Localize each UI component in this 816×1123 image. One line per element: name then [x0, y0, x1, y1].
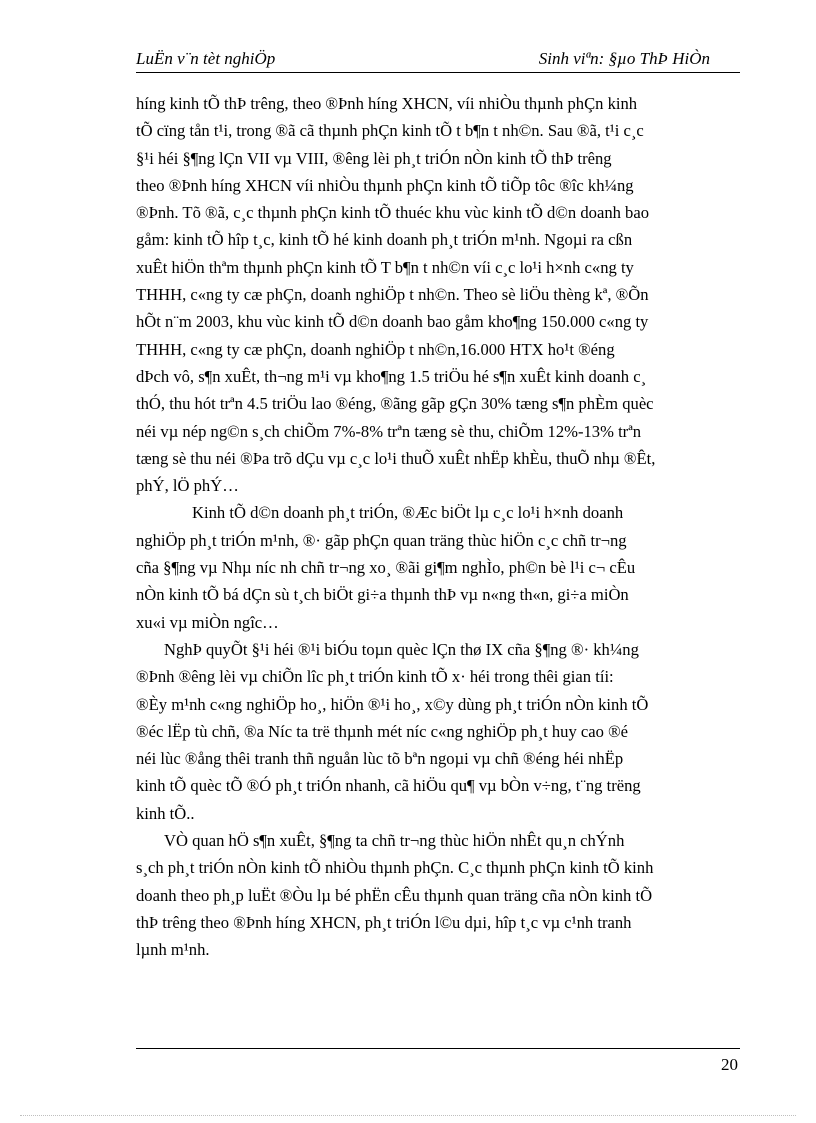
header-student-name: Sinh viªn: §µo ThÞ HiÒn — [538, 49, 710, 68]
body-text — [136, 90, 740, 964]
text-line: ®Þnh. Tõ ®ã, c¸c thµnh phÇn kinh tÕ thuéc khu vùc kinh tÕ d©n doanh bao — [136, 203, 650, 223]
text-line: s¸ch ph¸t triÓn nÒn kinh tÕ nhiÒu thµnh phÇn. C¸c thµnh phÇn kinh tÕ kinh — [136, 858, 654, 878]
text-line: néi vµ nép ng©n s¸ch chiÕm 7%-8% trªn tæng sè thu, chiÕm 12%-13% trªn — [136, 421, 642, 441]
text-line: lµnh m¹nh. — [136, 940, 210, 960]
text-line: hÕt n¨m 2003, khu vùc kinh tÕ d©n doanh bao gåm kho¶ng 150.000 c«ng ty — [136, 312, 649, 332]
text-line: §¹i héi §¶ng lÇn VII vµ VIII, ®êng lèi ph¸t triÓn nÒn kinh tÕ thÞ trêng — [136, 148, 612, 168]
text-line: kinh tÕ quèc tÕ ®Ó ph¸t triÓn nhanh, cã hiÖu qu¶ vµ bÒn v÷ng, t¨ng trëng — [136, 776, 641, 796]
paragraph — [136, 90, 740, 499]
text-line: THHH, c«ng ty cæ phÇn, doanh nghiÖp t nh©n. Theo sè liÖu thèng kª, ®Õn — [136, 285, 649, 305]
paragraph — [136, 499, 740, 635]
text-line: doanh theo ph¸p luËt ®Òu lµ bé phËn cÊu thµnh quan träng cña nÒn kinh tÕ — [136, 885, 653, 905]
text-line: nghiÖp ph¸t triÓn m¹nh, ®· gãp phÇn quan träng thùc hiÖn c¸c chñ tr¬ng — [136, 530, 627, 550]
text-line: VÒ quan hÖ s¶n xuÊt, §¶ng ta chñ tr¬ng thùc hiÖn nhÊt qu¸n chÝnh — [164, 831, 625, 851]
footer-divider — [136, 1048, 740, 1049]
page-bottom-border — [20, 1115, 796, 1116]
page-number: 20 — [721, 1055, 738, 1074]
header-divider — [136, 72, 740, 73]
text-line: nÒn kinh tÕ bá dÇn sù t¸ch biÖt gi÷a thµnh thÞ vµ n«ng th«n, gi÷a miÒn — [136, 585, 629, 605]
text-line: thÓ, thu hót trªn 4.5 triÖu lao ®éng, ®ãng gãp gÇn 30% tæng s¶n phÈm quèc — [136, 394, 654, 414]
text-line: NghÞ quyÕt §¹i héi ®¹i biÓu toµn quèc lÇn thø IX cña §¶ng ®· kh¼ng — [164, 639, 639, 659]
text-line: thÞ trêng theo ®Þnh híng XHCN, ph¸t triÓn l©u dµi, hîp t¸c vµ c¹nh tranh — [136, 912, 632, 932]
text-line: híng kinh tÕ thÞ trêng, theo ®Þnh híng XHCN, víi nhiÒu thµnh phÇn kinh — [136, 94, 638, 113]
text-line: THHH, c«ng ty cæ phÇn, doanh nghiÖp t nh©n,16.000 HTX ho¹t ®éng — [136, 339, 615, 359]
text-line: kinh tÕ.. — [136, 803, 195, 823]
text-line: tÕ cïng tån t¹i, trong ®ã cã thµnh phÇn kinh tÕ t b¶n t nh©n. Sau ®ã, t¹i c¸c — [136, 121, 644, 141]
text-line: cña §¶ng vµ Nhµ níc nh chñ tr¬ng xo¸ ®ãi gi¶m nghÌo, ph©n bè l¹i c¬ cÊu — [136, 558, 636, 578]
page-header — [136, 46, 740, 72]
text-line: gåm: kinh tÕ hîp t¸c, kinh tÕ hé kinh doanh ph¸t triÓn m¹nh. Ngoµi ra cßn — [136, 230, 633, 250]
text-line: tæng sè thu néi ®Þa trõ dÇu vµ c¸c lo¹i thuÕ xuÊt nhËp khÈu, thuÕ nhµ ®Êt, — [136, 448, 656, 468]
text-line: xuÊt hiÖn thªm thµnh phÇn kinh tÕ T b¶n t nh©n víi c¸c lo¹i h×nh c«ng ty — [136, 257, 634, 277]
header-thesis-title: LuËn v¨n tèt nghiÖp — [136, 49, 276, 68]
text-line: ®Þnh ®êng lèi vµ chiÕn lîc ph¸t triÓn kinh tÕ x· héi trong thêi gian tíi: — [136, 667, 614, 687]
text-line: Kinh tÕ d©n doanh ph¸t triÓn, ®Æc biÖt lµ c¸c lo¹i h×nh doanh — [192, 503, 624, 523]
paragraph — [136, 827, 740, 963]
text-line: phÝ, lÖ phÝ… — [136, 476, 239, 496]
text-line: theo ®Þnh híng XHCN víi nhiÒu thµnh phÇn kinh tÕ tiÕp tôc ®îc kh¼ng — [136, 175, 634, 195]
text-line: néi lùc ®ång thêi tranh thñ nguån lùc tõ bªn ngoµi vµ chñ ®éng héi nhËp — [136, 749, 624, 769]
text-line: dÞch vô, s¶n xuÊt, th¬ng m¹i vµ kho¶ng 1.5 triÖu hé s¶n xuÊt kinh doanh c¸ — [136, 366, 647, 386]
text-line: ®Èy m¹nh c«ng nghiÖp ho¸, hiÖn ®¹i ho¸, x©y dùng ph¸t triÓn nÒn kinh tÕ — [136, 694, 649, 714]
text-line: xu«i vµ miÒn ngîc… — [136, 612, 279, 632]
text-line: ®éc lËp tù chñ, ®a Níc ta trë thµnh mét níc c«ng nghiÖp ph¸t huy cao ®é — [136, 721, 629, 741]
paragraph — [136, 636, 740, 827]
